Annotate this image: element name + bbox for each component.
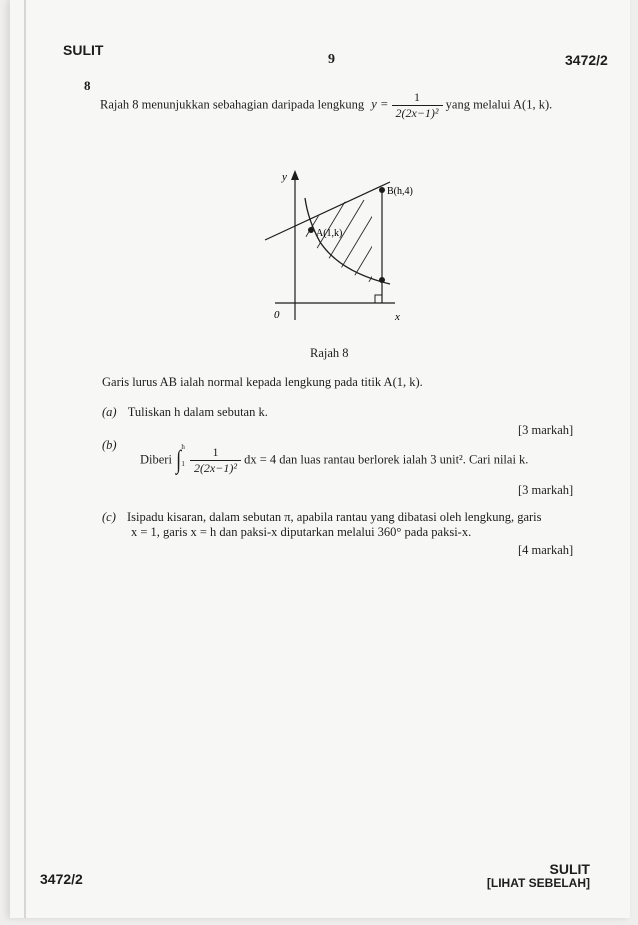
part-a-label: (a) (102, 405, 117, 419)
integrand-fraction (190, 445, 241, 476)
intro-y-equals: y = (371, 97, 389, 112)
part-c-label: (c) (102, 510, 116, 524)
part-a-marks: [3 markah] (518, 423, 574, 437)
point-a-label: A(1,k) (316, 228, 343, 239)
integral-upper-limit: h (181, 443, 185, 451)
part-c-line2: x = 1, garis x = h dan paksi-x diputarkan melalui 360° pada paksi-x. (131, 525, 472, 539)
part-a-text: Tuliskan h dalam sebutan k. (127, 405, 268, 419)
part-a (102, 405, 268, 420)
x-axis-label: x (395, 311, 400, 323)
normal-statement: Garis lurus AB ialah normal kepada lengkung pada titik A(1, k). (102, 375, 423, 389)
exam-page (10, 0, 630, 918)
integrand-denominator: 2(2x−1)² (190, 460, 241, 476)
part-b-text-after: dx = 4 dan luas rantau berlorek ialah 3 unit². Cari nilai k. (244, 452, 529, 467)
page-number: 9 (328, 52, 335, 67)
intro-text-before: Rajah 8 menunjukkan sebahagian daripada lengkung (100, 97, 365, 112)
part-b (140, 443, 528, 477)
point-a-dot (308, 227, 314, 233)
curve-equation-fraction (392, 90, 443, 121)
curve-eq-numerator: 1 (414, 90, 421, 104)
curve (305, 198, 390, 284)
figure-caption: Rajah 8 (310, 346, 349, 360)
part-b-text-before: Diberi (140, 452, 172, 467)
integral-lower-limit: 1 (181, 460, 185, 468)
part-c-marks: [4 markah] (518, 543, 574, 557)
right-angle-marker (375, 295, 382, 303)
header-sulit: SULIT (63, 42, 104, 58)
question-intro (100, 90, 552, 121)
intro-text-after: yang melalui A(1, k). (445, 97, 553, 112)
question-number: 8 (84, 78, 91, 93)
figure-rajah-8 (260, 160, 413, 335)
y-axis-label: y (282, 171, 287, 183)
point-b-label: B(h,4) (387, 186, 413, 197)
integral-limits (181, 443, 185, 477)
part-b-label: (b) (102, 438, 117, 452)
footer-sulit: SULIT (549, 861, 590, 877)
part-c-line1: Isipadu kisaran, dalam sebutan π, apabila rantau yang dibatasi oleh lengkung, garis (127, 510, 542, 524)
part-b-marks: [3 markah] (518, 483, 574, 497)
y-axis-arrow-icon (291, 170, 299, 180)
footer-right (487, 862, 590, 890)
footer-paper-code: 3472/2 (40, 871, 83, 887)
curve-at-h-dot (379, 277, 385, 283)
point-b-dot (379, 187, 385, 193)
origin-label: 0 (274, 309, 280, 321)
binding-edge (24, 0, 26, 918)
part-c (102, 510, 542, 525)
curve-eq-denominator: 2(2x−1)² (392, 105, 443, 121)
header-paper-code: 3472/2 (565, 52, 608, 68)
integrand-numerator: 1 (212, 444, 219, 459)
footer-turn-over: [LIHAT SEBELAH] (486, 876, 590, 890)
integral-sign-icon: ∫ (176, 445, 182, 474)
